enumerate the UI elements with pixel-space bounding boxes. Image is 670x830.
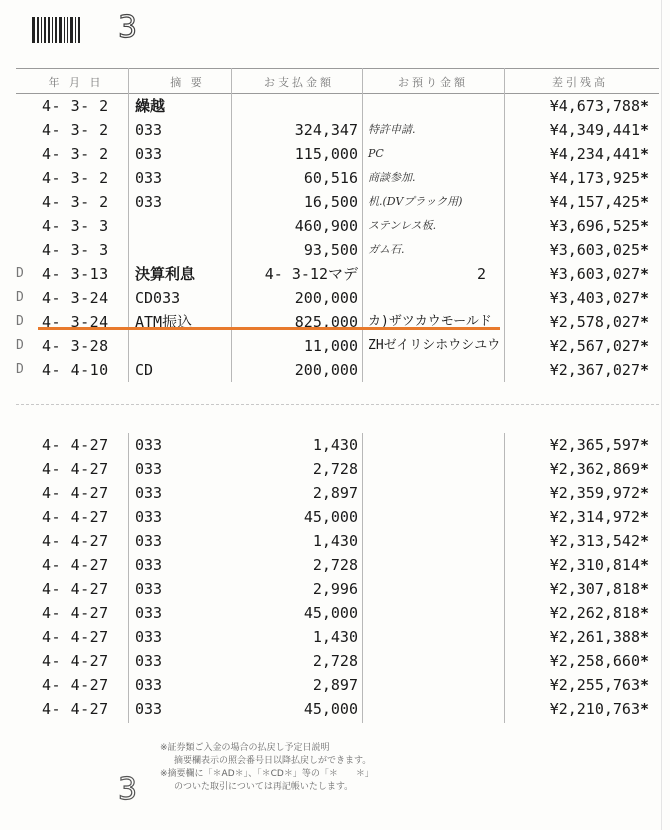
ledger-row <box>16 94 659 118</box>
row-star: * <box>640 532 650 550</box>
row-balance: ¥2,262,818 <box>549 604 640 622</box>
row-star: * <box>640 604 650 622</box>
row-star: * <box>640 313 650 331</box>
row-payment: 200,000 <box>294 361 358 379</box>
row-date: 4- 4-27 <box>42 508 109 526</box>
row-memo: 033 <box>135 508 163 526</box>
row-balance: ¥2,307,818 <box>549 580 640 598</box>
row-date: 4- 3-28 <box>42 337 109 355</box>
scan-edge <box>661 0 662 830</box>
row-memo: 繰越 <box>135 97 166 115</box>
header-deposit: お預り金額 <box>398 76 468 89</box>
row-memo: 033 <box>135 676 163 694</box>
row-star: * <box>640 460 650 478</box>
row-payment: 45,000 <box>303 604 358 622</box>
row-deposit: ガム石. <box>368 243 405 256</box>
row-balance: ¥2,362,869 <box>549 460 640 478</box>
footer-note: のついた取引については再記帳いたします。 <box>174 782 354 792</box>
row-deposit: 特許申請. <box>368 123 416 136</box>
row-date: 4- 3-24 <box>42 313 109 331</box>
row-star: * <box>640 289 650 307</box>
header-payment: お支払金額 <box>264 76 334 89</box>
footer-note: 摘要欄表示の照会番号日以降払戻しができます。 <box>174 756 372 766</box>
row-date: 4- 4-27 <box>42 700 109 718</box>
ledger-row <box>16 334 659 358</box>
row-date: 4- 3- 2 <box>42 169 109 187</box>
perforation-line <box>16 404 659 405</box>
ledger-row <box>16 529 659 553</box>
row-deposit: 2 <box>476 265 486 283</box>
row-star: * <box>640 676 650 694</box>
page-number-bottom: 3 <box>118 772 138 807</box>
row-date: 4- 4-27 <box>42 628 109 646</box>
ledger-row <box>16 505 659 529</box>
row-star: * <box>640 217 650 235</box>
row-star: * <box>640 337 650 355</box>
row-balance: ¥4,349,441 <box>549 121 640 139</box>
row-balance: ¥3,696,525 <box>549 217 640 235</box>
row-memo: 033 <box>135 484 163 502</box>
row-star: * <box>640 628 650 646</box>
column-header-row <box>16 68 659 94</box>
ledger-row <box>16 553 659 577</box>
row-balance: ¥2,313,542 <box>549 532 640 550</box>
row-deposit: カ)ザツカウモールド <box>368 314 492 329</box>
row-payment: 1,430 <box>312 436 358 454</box>
row-balance: ¥4,157,425 <box>549 193 640 211</box>
ledger-row <box>16 310 659 334</box>
row-payment: 2,728 <box>312 652 358 670</box>
row-date: 4- 3- 2 <box>42 97 109 115</box>
ledger-row <box>16 358 659 382</box>
row-payment: 4- 3-12マデ <box>264 265 358 283</box>
row-payment: 45,000 <box>303 508 358 526</box>
row-date: 4- 3- 2 <box>42 121 109 139</box>
row-payment: 45,000 <box>303 700 358 718</box>
ledger-row <box>16 238 659 262</box>
row-payment: 93,500 <box>303 241 358 259</box>
row-payment: 460,900 <box>294 217 358 235</box>
row-deposit: PC <box>368 147 384 160</box>
row-date: 4- 4-27 <box>42 604 109 622</box>
ledger-row <box>16 166 659 190</box>
row-mark: D <box>16 362 24 377</box>
row-mark: D <box>16 290 24 305</box>
row-mark: D <box>16 266 24 281</box>
row-payment: 2,728 <box>312 556 358 574</box>
row-memo: 033 <box>135 121 163 139</box>
ledger-row <box>16 577 659 601</box>
row-payment: 115,000 <box>294 145 358 163</box>
ledger-row <box>16 697 659 721</box>
ledger-row <box>16 142 659 166</box>
row-star: * <box>640 700 650 718</box>
row-payment: 2,996 <box>312 580 358 598</box>
row-balance: ¥2,258,660 <box>549 652 640 670</box>
header-date: 年 月 日 <box>48 76 104 89</box>
row-balance: ¥4,673,788 <box>549 97 640 115</box>
row-payment: 11,000 <box>303 337 358 355</box>
row-memo: 033 <box>135 700 163 718</box>
row-memo: 033 <box>135 460 163 478</box>
ledger-row <box>16 433 659 457</box>
header-memo: 摘 要 <box>170 76 205 89</box>
row-star: * <box>640 169 650 187</box>
row-date: 4- 4-27 <box>42 652 109 670</box>
row-memo: 033 <box>135 145 163 163</box>
row-balance: ¥3,403,027 <box>549 289 640 307</box>
row-star: * <box>640 508 650 526</box>
row-star: * <box>640 265 650 283</box>
row-payment: 324,347 <box>294 121 358 139</box>
passbook-ledger <box>16 68 659 718</box>
row-balance: ¥2,365,597 <box>549 436 640 454</box>
row-payment: 16,500 <box>303 193 358 211</box>
row-date: 4- 3-24 <box>42 289 109 307</box>
row-deposit: 商談参加. <box>368 171 416 184</box>
row-date: 4- 4-27 <box>42 484 109 502</box>
row-star: * <box>640 145 650 163</box>
row-payment: 200,000 <box>294 289 358 307</box>
row-payment: 825,000 <box>294 313 358 331</box>
row-mark: D <box>16 314 24 329</box>
row-star: * <box>640 241 650 259</box>
row-star: * <box>640 121 650 139</box>
row-date: 4- 4-10 <box>42 361 109 379</box>
row-memo: 033 <box>135 532 163 550</box>
row-date: 4- 3- 2 <box>42 145 109 163</box>
row-date: 4- 4-27 <box>42 532 109 550</box>
row-date: 4- 3-13 <box>42 265 109 283</box>
row-date: 4- 4-27 <box>42 676 109 694</box>
ledger-row <box>16 673 659 697</box>
footer-note: ※摘要欄に「＊AD＊」、「＊CD＊」等の「＊ ＊」 <box>160 769 374 779</box>
row-date: 4- 4-27 <box>42 460 109 478</box>
row-date: 4- 3- 2 <box>42 193 109 211</box>
ledger-row <box>16 214 659 238</box>
row-balance: ¥2,567,027 <box>549 337 640 355</box>
row-payment: 2,897 <box>312 484 358 502</box>
header-balance: 差引残高 <box>552 76 608 89</box>
row-star: * <box>640 556 650 574</box>
row-balance: ¥2,314,972 <box>549 508 640 526</box>
row-memo: 033 <box>135 604 163 622</box>
row-balance: ¥4,173,925 <box>549 169 640 187</box>
row-memo: CD033 <box>135 289 181 307</box>
row-balance: ¥4,234,441 <box>549 145 640 163</box>
row-deposit: 机.(DVプラック用) <box>368 195 463 208</box>
footer-note: ※証券類ご入金の場合の払戻し予定日説明 <box>160 743 330 753</box>
orange-highlight-line <box>38 327 500 330</box>
row-payment: 1,430 <box>312 532 358 550</box>
row-payment: 60,516 <box>303 169 358 187</box>
row-date: 4- 4-27 <box>42 436 109 454</box>
row-memo: 033 <box>135 628 163 646</box>
row-memo: 033 <box>135 436 163 454</box>
row-star: * <box>640 97 650 115</box>
row-star: * <box>640 580 650 598</box>
row-balance: ¥3,603,027 <box>549 265 640 283</box>
page-number-top: 3 <box>118 10 138 45</box>
row-memo: 033 <box>135 169 163 187</box>
ledger-row <box>16 190 659 214</box>
row-star: * <box>640 361 650 379</box>
row-memo: CD <box>135 361 154 379</box>
row-date: 4- 4-27 <box>42 580 109 598</box>
ledger-row <box>16 457 659 481</box>
row-balance: ¥3,603,025 <box>549 241 640 259</box>
ledger-row <box>16 625 659 649</box>
row-balance: ¥2,578,027 <box>549 313 640 331</box>
row-balance: ¥2,255,763 <box>549 676 640 694</box>
row-date: 4- 3- 3 <box>42 217 109 235</box>
row-memo: ATM振込 <box>135 313 193 331</box>
row-memo: 033 <box>135 556 163 574</box>
row-memo: 033 <box>135 193 163 211</box>
row-memo: 033 <box>135 580 163 598</box>
row-balance: ¥2,261,388 <box>549 628 640 646</box>
row-balance: ¥2,210,763 <box>549 700 640 718</box>
row-deposit: ステンレス板. <box>368 219 437 232</box>
row-balance: ¥2,310,814 <box>549 556 640 574</box>
row-balance: ¥2,367,027 <box>549 361 640 379</box>
barcode <box>32 17 80 43</box>
row-date: 4- 3- 3 <box>42 241 109 259</box>
row-date: 4- 4-27 <box>42 556 109 574</box>
footer-notes <box>160 742 490 794</box>
row-deposit: ZHゼイリシホウシユウ <box>368 338 501 353</box>
row-balance: ¥2,359,972 <box>549 484 640 502</box>
ledger-row <box>16 118 659 142</box>
ledger-row <box>16 286 659 310</box>
ledger-row <box>16 601 659 625</box>
ledger-row <box>16 262 659 286</box>
row-payment: 2,897 <box>312 676 358 694</box>
row-star: * <box>640 652 650 670</box>
row-star: * <box>640 193 650 211</box>
row-star: * <box>640 436 650 454</box>
row-memo: 決算利息 <box>135 265 196 283</box>
row-payment: 1,430 <box>312 628 358 646</box>
row-memo: 033 <box>135 652 163 670</box>
ledger-row <box>16 649 659 673</box>
ledger-row <box>16 481 659 505</box>
row-star: * <box>640 484 650 502</box>
row-payment: 2,728 <box>312 460 358 478</box>
row-mark: D <box>16 338 24 353</box>
